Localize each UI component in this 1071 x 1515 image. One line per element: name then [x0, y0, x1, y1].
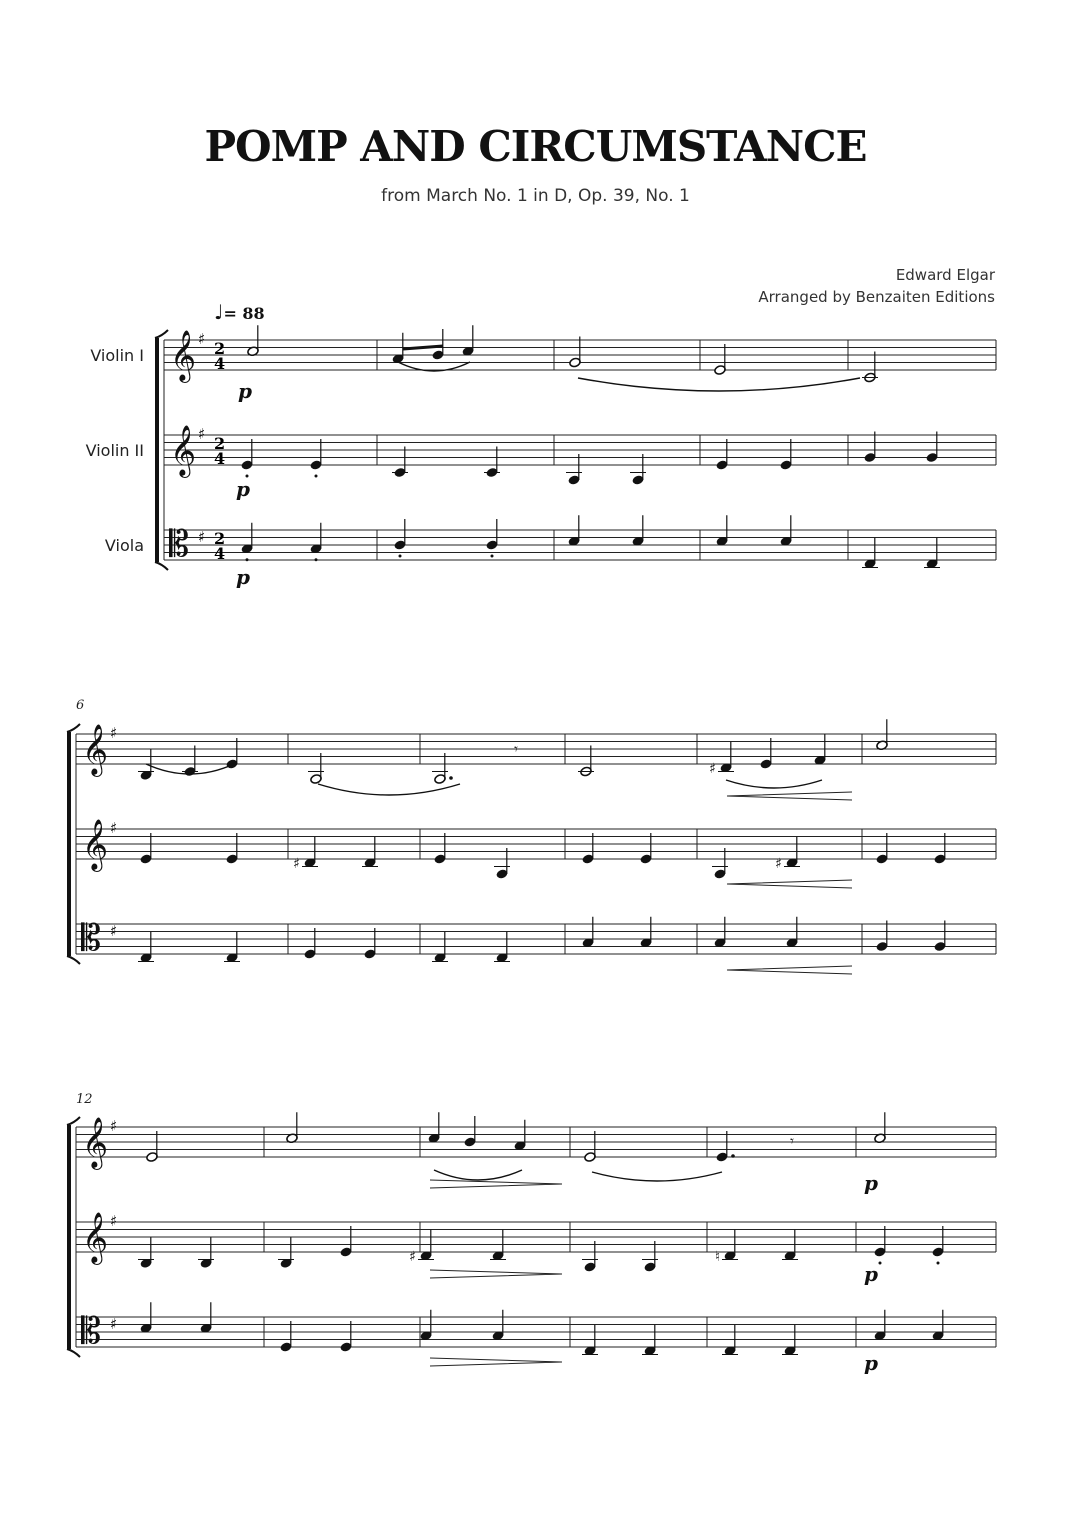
sharp-icon: ♯: [110, 724, 118, 742]
time-signature-bottom: 4: [214, 354, 226, 373]
bracket-hook-top: [155, 330, 168, 338]
staccato-dot: [491, 555, 494, 558]
system-bracket: [155, 338, 159, 562]
natural-icon: ♮: [715, 1248, 721, 1265]
time-signature-top: 2: [214, 339, 226, 358]
system-bracket: [67, 732, 71, 956]
sharp-icon: ♯: [110, 1315, 118, 1333]
time-signature-top: 2: [214, 529, 226, 548]
system-bracket: [67, 1125, 71, 1349]
instrument-label-viola: Viola: [104, 536, 144, 555]
beam: [403, 346, 443, 349]
sharp-icon: ♯: [409, 1248, 416, 1265]
bracket-hook-bottom: [67, 1349, 80, 1357]
arranger-credit: Arranged by Benzaiten Editions: [758, 288, 995, 306]
dynamic-piano: p: [864, 1262, 878, 1286]
treble-clef-icon: 𝄞: [170, 425, 197, 476]
sharp-icon: ♯: [110, 1212, 118, 1230]
sharp-icon: ♯: [198, 528, 206, 546]
composer-credit: Edward Elgar: [895, 266, 995, 284]
sharp-icon: ♯: [110, 922, 118, 940]
eighth-rest-icon: 𝄾: [790, 1132, 794, 1150]
instrument-label-violin-2: Violin II: [85, 441, 144, 460]
augmentation-dot: [731, 1154, 735, 1158]
staccato-dot: [879, 1262, 882, 1265]
decrescendo-hairpin: [430, 1358, 562, 1366]
slur: [318, 784, 460, 795]
alto-clef-icon: 𝄡: [81, 918, 102, 959]
piece-title: POMP AND CIRCUMSTANCE: [204, 122, 867, 171]
dynamic-piano: p: [236, 477, 250, 501]
staccato-dot: [399, 555, 402, 558]
quarter-note-icon: ♩: [214, 300, 224, 324]
slur: [726, 780, 822, 788]
time-signature-bottom: 4: [214, 544, 226, 563]
piece-subtitle: from March No. 1 in D, Op. 39, No. 1: [381, 186, 690, 206]
sharp-icon: ♯: [775, 855, 782, 872]
treble-clef-icon: 𝄞: [170, 330, 197, 381]
bracket-hook-bottom: [155, 562, 168, 570]
sharp-icon: ♯: [110, 1117, 118, 1135]
bracket-hook-bottom: [67, 956, 80, 964]
sharp-icon: ♯: [198, 330, 206, 348]
dynamic-piano: p: [864, 1171, 878, 1195]
sharp-icon: ♯: [110, 819, 118, 837]
decrescendo-hairpin: [430, 1180, 562, 1188]
slur: [434, 1170, 522, 1180]
dynamic-piano: p: [238, 379, 252, 403]
augmentation-dot: [449, 776, 453, 780]
treble-clef-icon: 𝄞: [82, 819, 109, 870]
time-signature-top: 2: [214, 434, 226, 453]
treble-clef-icon: 𝄞: [82, 1212, 109, 1263]
staccato-dot: [315, 475, 318, 478]
bracket-hook-top: [67, 1117, 80, 1125]
decrescendo-hairpin: [430, 1270, 562, 1278]
instrument-label-violin-1: Violin I: [90, 346, 144, 365]
alto-clef-icon: 𝄡: [81, 1311, 102, 1352]
staccato-dot: [246, 558, 249, 561]
sharp-icon: ♯: [198, 425, 206, 443]
sharp-icon: ♯: [709, 760, 716, 777]
treble-clef-icon: 𝄞: [82, 1117, 109, 1168]
dynamic-piano: p: [236, 565, 250, 589]
eighth-rest-icon: 𝄾: [514, 740, 518, 758]
crescendo-hairpin: [727, 792, 852, 800]
time-signature-bottom: 4: [214, 449, 226, 468]
crescendo-hairpin: [727, 966, 852, 974]
slur: [592, 1172, 722, 1181]
sharp-icon: ♯: [293, 855, 300, 872]
measure-number-6: 6: [76, 698, 85, 713]
dynamic-piano: p: [864, 1351, 878, 1375]
staccato-dot: [937, 1262, 940, 1265]
tempo-value: = 88: [223, 304, 265, 323]
treble-clef-icon: 𝄞: [82, 724, 109, 775]
alto-clef-icon: 𝄡: [169, 524, 190, 565]
bracket-hook-top: [67, 724, 80, 732]
staccato-dot: [315, 558, 318, 561]
crescendo-hairpin: [727, 880, 852, 888]
measure-number-12: 12: [76, 1092, 93, 1107]
slur: [578, 378, 860, 391]
